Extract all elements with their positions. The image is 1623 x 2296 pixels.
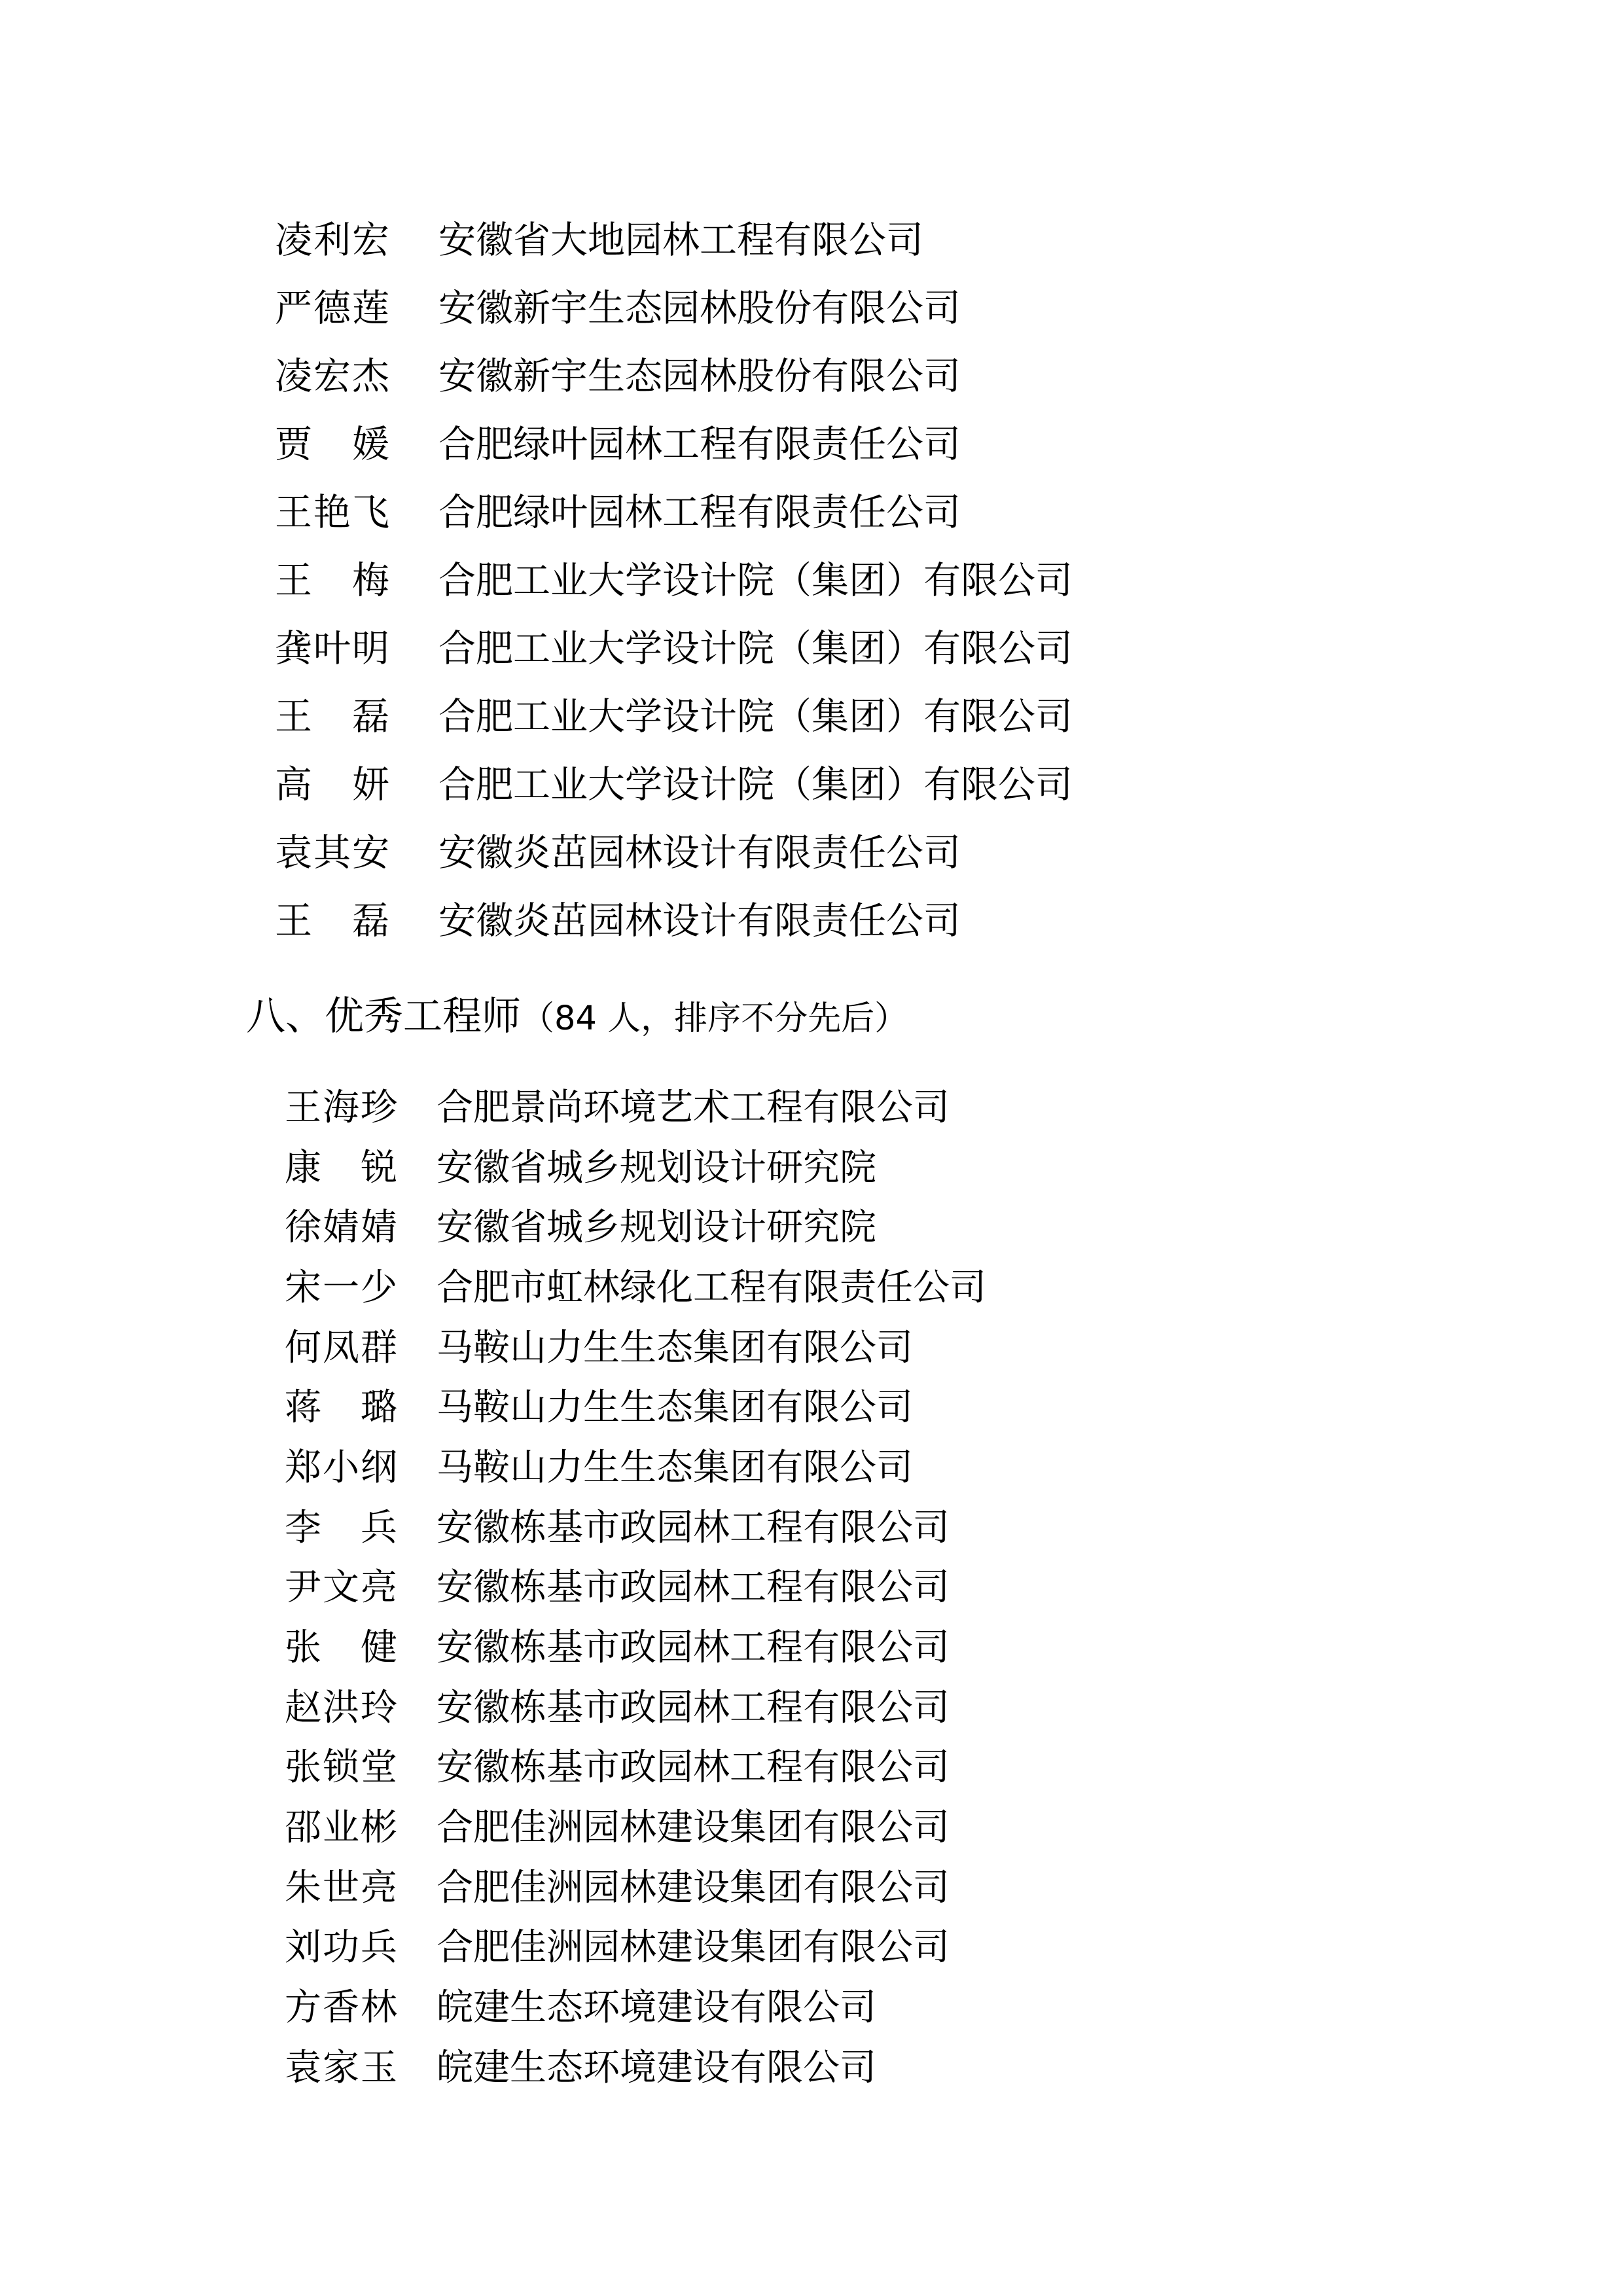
organization-name: 安徽炎茁园林设计有限责任公司: [438, 831, 961, 874]
list-item: [285, 1374, 986, 1435]
organization-name: 安徽栋基市政园林工程有限公司: [437, 1566, 950, 1609]
award-list-continued: [275, 203, 1073, 952]
organization-name: 合肥工业大学设计院（集团）有限公司: [438, 627, 1073, 670]
list-item: [285, 1555, 986, 1615]
section-heading: [246, 985, 908, 1041]
list-item: [275, 611, 1073, 679]
organization-name: 马鞍山力生生态集团有限公司: [437, 1386, 913, 1429]
person-name: 严德莲: [275, 287, 391, 330]
person-name: 康 锐: [285, 1146, 399, 1189]
list-item: [285, 1795, 986, 1855]
list-item: [275, 475, 1073, 543]
organization-name: 合肥工业大学设计院（集团）有限公司: [438, 559, 1073, 602]
person-name: 刘功兵: [285, 1926, 399, 1969]
person-name: 王 磊: [275, 695, 391, 738]
organization-name: 皖建生态环境建设有限公司: [437, 1986, 876, 2030]
organization-name: 安徽炎茁园林设计有限责任公司: [438, 899, 961, 942]
person-name: 何凤群: [285, 1326, 399, 1369]
organization-name: 安徽省大地园林工程有限公司: [438, 219, 923, 262]
organization-name: 安徽栋基市政园林工程有限公司: [437, 1506, 950, 1549]
organization-name: 马鞍山力生生态集团有限公司: [437, 1326, 913, 1369]
list-item: [285, 1915, 986, 1975]
section-title: 八、优秀工程师: [246, 994, 521, 1039]
person-name: 蒋 璐: [285, 1386, 399, 1429]
organization-name: 合肥绿叶园林工程有限责任公司: [438, 491, 961, 534]
person-name: 王 磊: [275, 899, 391, 942]
person-name: 袁其安: [275, 831, 391, 874]
organization-name: 安徽省城乡规划设计研究院: [437, 1206, 876, 1249]
list-item: [285, 1735, 986, 1795]
organization-name: 合肥佳洲园林建设集团有限公司: [437, 1866, 950, 1909]
list-item: [275, 679, 1073, 747]
organization-name: 合肥佳洲园林建设集团有限公司: [437, 1926, 950, 1969]
person-name: 王艳飞: [275, 491, 391, 534]
person-name: 宋一少: [285, 1266, 399, 1309]
organization-name: 安徽栋基市政园林工程有限公司: [437, 1746, 950, 1789]
list-item: [285, 1194, 986, 1255]
person-name: 龚叶明: [275, 627, 391, 670]
list-item: [275, 203, 1073, 271]
organization-name: 合肥绿叶园林工程有限责任公司: [438, 423, 961, 466]
person-name: 高 妍: [275, 763, 391, 806]
organization-name: 安徽新宇生态园林股份有限公司: [438, 355, 961, 398]
person-name: 贾 媛: [275, 423, 391, 466]
person-name: 尹文亮: [285, 1566, 399, 1609]
person-name: 李 兵: [285, 1506, 399, 1549]
person-name: 王 梅: [275, 559, 391, 602]
person-name: 赵洪玲: [285, 1686, 399, 1729]
list-item: [285, 1315, 986, 1375]
list-item: [285, 1615, 986, 1675]
list-item: [285, 1975, 986, 2035]
organization-name: 合肥工业大学设计院（集团）有限公司: [438, 763, 1073, 806]
person-name: 邵业彬: [285, 1806, 399, 1850]
list-item: [285, 1675, 986, 1735]
section-note: （84 人，排序不分先后）: [521, 999, 908, 1038]
list-item: [275, 816, 1073, 884]
list-item: [285, 1855, 986, 1915]
organization-name: 合肥景尚环境艺术工程有限公司: [437, 1086, 950, 1129]
list-item: [285, 2035, 986, 2095]
organization-name: 合肥佳洲园林建设集团有限公司: [437, 1806, 950, 1850]
person-name: 方香林: [285, 1986, 399, 2030]
person-name: 朱世亮: [285, 1866, 399, 1909]
person-name: 袁家玉: [285, 2046, 399, 2089]
person-name: 张锁堂: [285, 1746, 399, 1789]
organization-name: 安徽新宇生态园林股份有限公司: [438, 287, 961, 330]
excellent-engineer-list: [285, 1075, 986, 2095]
organization-name: 合肥市虹林绿化工程有限责任公司: [437, 1266, 986, 1309]
list-item: [285, 1495, 986, 1555]
list-item: [285, 1255, 986, 1315]
list-item: [285, 1435, 986, 1495]
organization-name: 皖建生态环境建设有限公司: [437, 2046, 876, 2089]
organization-name: 马鞍山力生生态集团有限公司: [437, 1446, 913, 1489]
person-name: 徐婧婧: [285, 1206, 399, 1249]
list-item: [275, 407, 1073, 475]
list-item: [275, 543, 1073, 611]
list-item: [275, 884, 1073, 952]
person-name: 王海珍: [285, 1086, 399, 1129]
list-item: [275, 747, 1073, 816]
list-item: [285, 1075, 986, 1135]
list-item: [275, 271, 1073, 339]
organization-name: 安徽栋基市政园林工程有限公司: [437, 1686, 950, 1729]
list-item: [285, 1135, 986, 1195]
list-item: [275, 339, 1073, 407]
person-name: 郑小纲: [285, 1446, 399, 1489]
person-name: 凌利宏: [275, 219, 391, 262]
organization-name: 合肥工业大学设计院（集团）有限公司: [438, 695, 1073, 738]
organization-name: 安徽省城乡规划设计研究院: [437, 1146, 876, 1189]
organization-name: 安徽栋基市政园林工程有限公司: [437, 1626, 950, 1670]
person-name: 凌宏杰: [275, 355, 391, 398]
person-name: 张 健: [285, 1626, 399, 1670]
